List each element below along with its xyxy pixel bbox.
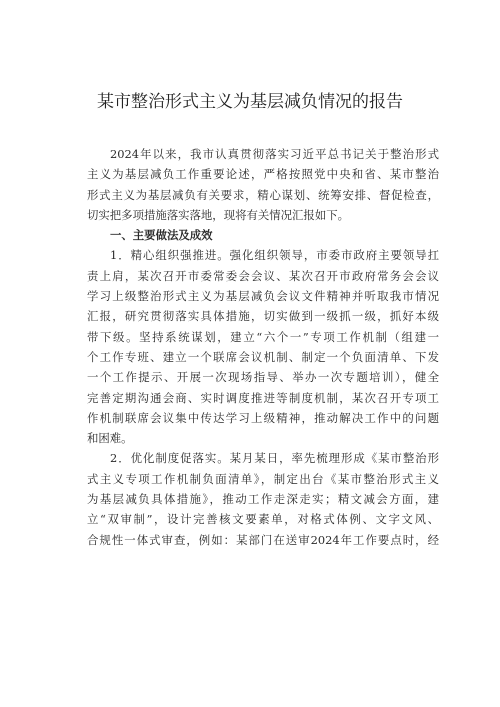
- paragraph-line: 和困难。: [87, 431, 133, 446]
- paragraph-line: 学习上级整治形式主义为基层减负会议文件精神并听取我市情况: [87, 289, 439, 304]
- paragraph-line: 完善定期沟通会商、实时调度推进等制度机制，某次召开专项工: [87, 390, 439, 405]
- paragraph-line: 式主义专项工作机制负面清单》，制定出台《某市整治形式主义: [87, 471, 439, 486]
- paragraph-line: 责上肩，某次召开市委常委会会议、某次召开市政府常务会会议: [87, 268, 439, 283]
- paragraph-line: 一个工作提示、开展一次现场指导、举办一次专题培训），健全: [87, 370, 439, 385]
- item-2-paragraph: [87, 448, 439, 549]
- paragraph-line: 主义为基层减负工作重要论述，严格按照党中央和省、某市整治: [87, 167, 439, 182]
- paragraph-line: 为基层减负具体措施》，推动工作走深走实；精文减会方面，建: [87, 492, 439, 507]
- item-1-paragraph: [87, 245, 439, 448]
- paragraph-line: 带下级。坚持系统谋划，建立“六个一”专项工作机制（组建一: [87, 329, 439, 344]
- paragraph-line: 汇报，研究贯彻落实具体措施，切实做到一级抓一级，抓好本级: [87, 309, 439, 324]
- paragraph-line: 作机制联席会议集中传达学习上级精神，推动解决工作中的问题: [87, 410, 439, 425]
- document-title: 某市整治形式主义为基层减负情况的报告: [97, 92, 403, 112]
- paragraph-line: 立“双审制”，设计完善核文要素单，对格式体例、文字文风、: [87, 512, 439, 527]
- paragraph-line: 2024年以来，我市认真贯彻落实习近平总书记关于整治形式: [110, 147, 439, 161]
- intro-paragraph: [87, 144, 439, 225]
- paragraph-line: 切实把多项措施落实落地，现将有关情况汇报如下。: [87, 207, 349, 222]
- document-body: [87, 144, 439, 550]
- paragraph-line: 个工作专班、建立一个联席会议机制、制定一个负面清单、下发: [87, 349, 439, 364]
- paragraph-line: 形式主义为基层减负有关要求，精心谋划、统筹安排、督促检查，: [87, 187, 439, 202]
- paragraph-line: 2．优化制度促落实。某月某日，率先梳理形成《某市整治形: [110, 451, 439, 466]
- paragraph-line: 合规性一体式审查，例如：某部门在送审2024年工作要点时，经: [87, 532, 439, 547]
- section-heading: 一、主要做法及成效: [110, 228, 213, 243]
- paragraph-line: 1．精心组织强推进。强化组织领导，市委市政府主要领导扛: [110, 248, 439, 263]
